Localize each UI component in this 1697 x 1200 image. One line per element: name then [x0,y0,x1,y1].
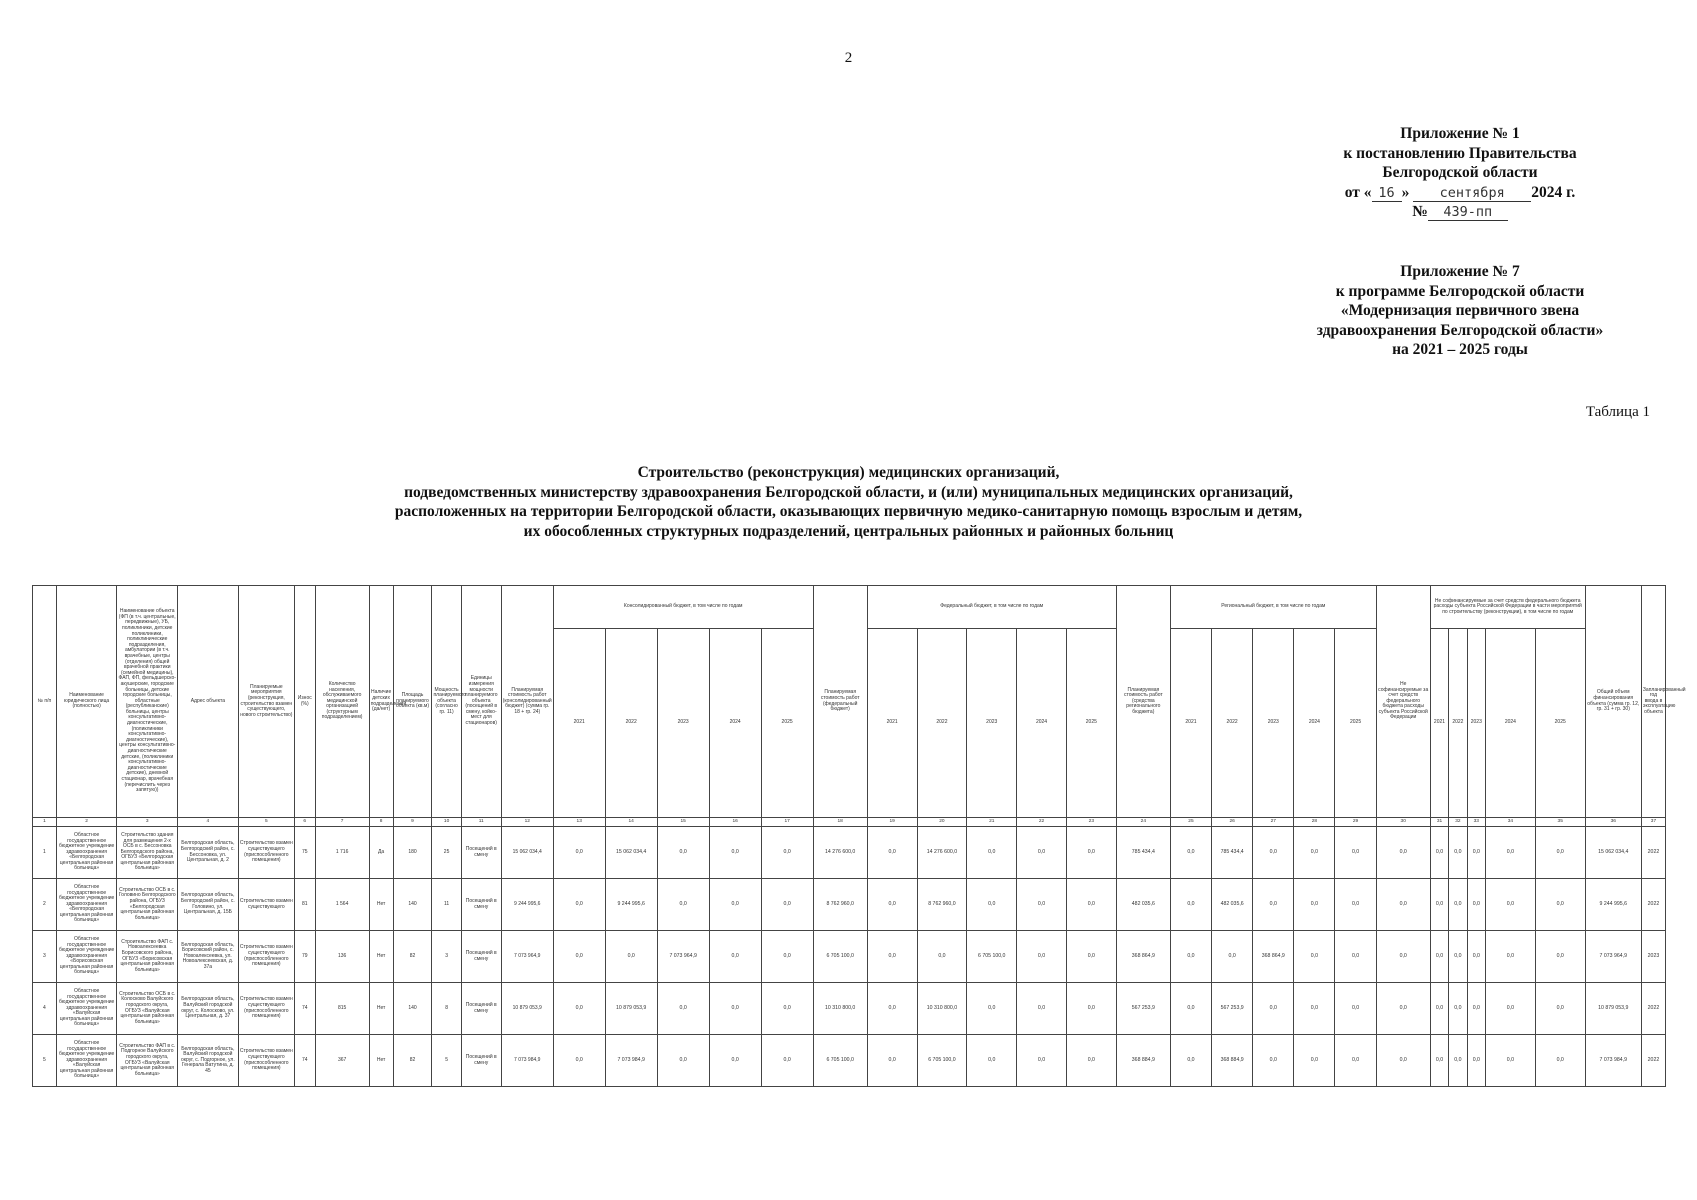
nf-year-value: 0,0 [1535,931,1585,983]
object-name: Строительство ОСБ в с. Колосково Валуйского городского округа, ОГБУЗ «Валуйская центральная районная больница» [117,983,178,1035]
population: 136 [315,931,369,983]
column-number-cell: 7 [315,818,369,827]
column-number-cell: 35 [1535,818,1585,827]
children-units: Нет [369,1035,393,1087]
reg-total: 482 035,6 [1116,879,1170,931]
column-number-cell: 23 [1066,818,1116,827]
object-address: Белгородская область, Борисовский район, с. Новоалексеевка, ул. Новоалексеевская, д. 37а [178,931,239,983]
fed-total: 10 310 800,0 [813,983,867,1035]
column-number-cell: 17 [761,818,813,827]
reg-year-value: 0,0 [1294,931,1335,983]
nf-year-value: 0,0 [1467,931,1485,983]
nf-year-value: 0,0 [1467,983,1485,1035]
wear-percent: 79 [294,931,315,983]
column-number-cell: 8 [369,818,393,827]
fed-year-value: 6 705 100,0 [967,931,1017,983]
reg-year-value: 0,0 [1170,879,1211,931]
reg-year-value: 0,0 [1294,1035,1335,1087]
area: 180 [393,827,432,879]
fed-total: 14 276 600,0 [813,827,867,879]
header-children: Наличие детских подразделений (да/нет) [369,586,393,818]
org-name: Областное государственное бюджетное учреждение здравоохранения «Валуйская центральная районная больница» [56,983,117,1035]
children-units: Нет [369,931,393,983]
column-number-cell: 18 [813,818,867,827]
title-line-1: Строительство (реконструкция) медицинских организаций, [637,464,1060,481]
nf-year-value: 0,0 [1430,879,1448,931]
cons-year-value: 0,0 [553,879,605,931]
reg-year-value: 785 434,4 [1212,827,1253,879]
column-number-cell: 24 [1116,818,1170,827]
column-number-cell: 13 [553,818,605,827]
column-number-cell: 32 [1449,818,1467,827]
row-number: 3 [33,931,57,983]
column-number-cell: 26 [1212,818,1253,827]
commission-year: 2023 [1641,931,1665,983]
cons-year-value: 0,0 [761,879,813,931]
reg-year-value: 0,0 [1253,983,1294,1035]
reg-year-value: 0,0 [1170,1035,1211,1087]
row-number: 2 [33,879,57,931]
title-line-2: подведомственных министерству здравоохранения Белгородской области, и (или) муниципальных медицинских организаций, [404,483,1293,501]
commission-year: 2022 [1641,983,1665,1035]
planned-measure: Строительство взамен существующего [238,879,294,931]
nf-year-value: 0,0 [1535,983,1585,1035]
cons-year-value: 0,0 [761,983,813,1035]
title-line-4: их обособленных структурных подразделений, центральных районных и районных больниц [523,522,1174,540]
fed-year-value: 8 762 960,0 [917,879,967,931]
population: 1 564 [315,879,369,931]
header-year-cell: 2022 [917,629,967,818]
nf-year-value: 0,0 [1486,931,1536,983]
wear-percent: 81 [294,879,315,931]
reg-year-value: 0,0 [1335,879,1376,931]
title-line-3: расположенных на территории Белгородской области, оказывающих первичную медико-санитарную помощь взрослым и детям, [394,503,1303,520]
date-prefix: от « [1344,183,1372,201]
header-org: Наименование юридического лица (полностью) [56,586,117,818]
nf-year-value: 0,0 [1449,931,1467,983]
reg-year-value: 0,0 [1294,827,1335,879]
column-number-cell: 30 [1376,818,1430,827]
cons-year-value: 9 244 995,6 [605,879,657,931]
cons-year-value: 7 073 984,9 [605,1035,657,1087]
object-address: Белгородская область, Валуйский городской округ, с. Подгорное, ул. Генерала Ватутина, д. 45 [178,1035,239,1087]
capacity-unit: Посещений в смену [461,931,501,983]
construction-table [32,585,1686,1087]
cons-year-value: 0,0 [709,879,761,931]
row-number: 5 [33,1035,57,1087]
header-year: Запланированный год ввода в эксплуатацию объекта [1641,586,1665,818]
fed-year-value: 0,0 [967,1035,1017,1087]
column-number-cell: 15 [657,818,709,827]
column-number-cell: 5 [238,818,294,827]
table-row [33,827,1666,879]
reg-year-value: 0,0 [1212,931,1253,983]
header-nf-total: Не софинансируемые за счет средств федерального бюджета расходы субъекта Российской Федерации [1376,586,1430,818]
capacity-unit: Посещений в смену [461,827,501,879]
table-label: Таблица 1 [1585,404,1650,420]
fed-year-value: 0,0 [1017,827,1067,879]
fed-year-value: 0,0 [867,879,917,931]
document-title [200,463,1497,541]
header-year-cell: 2022 [1449,629,1467,818]
reg-year-value: 0,0 [1253,1035,1294,1087]
number-prefix: № [1412,203,1428,220]
object-name: Строительство здания для размещения 2-х ОСБ в с. Бессоновка Белгородского района, ОГБУЗ «Белгородская центральная районная больница» [117,827,178,879]
header-year-cell: 2025 [1535,629,1585,818]
wear-percent: 74 [294,1035,315,1087]
appendix-1-line2: к постановлению Правительства [1343,144,1577,162]
header-group-federal: Федеральный бюджет, в том числе по годам [867,586,1116,629]
cons-year-value: 0,0 [761,827,813,879]
fed-year-value: 0,0 [867,983,917,1035]
nf-year-value: 0,0 [1430,983,1448,1035]
fed-year-value: 0,0 [1066,931,1116,983]
org-name: Областное государственное бюджетное учреждение здравоохранения «Валуйская центральная районная больница» [56,1035,117,1087]
nf-year-value: 0,0 [1430,827,1448,879]
object-name: Строительство ОСБ в с. Головино Белгородского района, ОГБУЗ «Белгородская центральная районная больница» [117,879,178,931]
object-address: Белгородская область, Белгородский район, с. Головино, ул. Центральная, д. 15Б [178,879,239,931]
reg-total: 567 253,9 [1116,983,1170,1035]
planned-measure: Строительство взамен существующего (приспособленного помещения) [238,983,294,1035]
column-number-cell: 4 [178,818,239,827]
appendix-7-line3: «Модернизация первичного звена [1340,302,1580,319]
header-population: Количество населения, обслуживаемого медицинской организацией (структурным подразделением) [315,586,369,818]
fed-year-value: 0,0 [917,931,967,983]
column-number-cell: 29 [1335,818,1376,827]
column-number-cell: 22 [1017,818,1067,827]
column-number-cell: 36 [1585,818,1641,827]
reg-year-value: 482 035,6 [1212,879,1253,931]
nf-year-value: 0,0 [1535,827,1585,879]
cons-year-value: 0,0 [553,1035,605,1087]
nf-year-value: 0,0 [1449,983,1467,1035]
cons-year-value: 0,0 [709,983,761,1035]
header-object: Наименование объекта (ФП (в т.ч. центральные, передвижные), УБ, поликлиники, детские поликлиники, поликлинические подразделения, амбулатории (в т.ч. врачебные, центры (отделения) общей врачебной практики (семейной медицины), ФАП, ФП, фельдшерско-акушерские, городские больницы, детские городские больницы, областные (республиканские) больницы, центры консультативно-диагностические, (поликлиники консультативно-диагностические), центры консультативно-диагностические детские, (поликлиники консультативно-диагностические детские), дневной стационар, врачебная (перечислить через запятую)) [117,586,178,818]
reg-year-value: 0,0 [1335,1035,1376,1087]
capacity: 11 [432,879,461,931]
nf-year-value: 0,0 [1486,983,1536,1035]
column-number-cell: 1 [33,818,57,827]
nf-year-value: 0,0 [1486,879,1536,931]
appendix-7-line4: здравоохранения Белгородской области» [1316,321,1604,339]
fed-year-value: 0,0 [1017,931,1067,983]
header-year-cell: 2023 [1467,629,1485,818]
column-number-cell: 19 [867,818,917,827]
object-address: Белгородская область, Белгородский район, с. Бессоновка, ул. Центральная, д. 2 [178,827,239,879]
nf-year-value: 0,0 [1449,827,1467,879]
header-year-cell: 2025 [1335,629,1376,818]
header-area: Площадь планируемого объекта (кв.м) [393,586,432,818]
object-name: Строительство ФАП в с. Подгорное Валуйского городского округа, ОГБУЗ «Валуйская центральная районная больница» [117,1035,178,1087]
nf-year-value: 0,0 [1449,879,1467,931]
reg-total: 368 864,9 [1116,931,1170,983]
cons-year-value: 0,0 [709,1035,761,1087]
table-row [33,931,1666,983]
header-year-cell: 2022 [605,629,657,818]
reg-year-value: 0,0 [1335,827,1376,879]
column-number-cell: 34 [1486,818,1536,827]
fed-year-value: 0,0 [967,827,1017,879]
nf-year-value: 0,0 [1430,931,1448,983]
overall-total: 7 073 964,9 [1585,931,1641,983]
nf-year-value: 0,0 [1467,879,1485,931]
header-year-cell: 2024 [1486,629,1536,818]
reg-year-value: 0,0 [1335,983,1376,1035]
capacity: 5 [432,1035,461,1087]
reg-year-value: 0,0 [1294,983,1335,1035]
cons-total: 10 879 053,9 [501,983,553,1035]
header-year-cell: 2023 [967,629,1017,818]
header-year-cell: 2024 [1294,629,1335,818]
reg-year-value: 368 864,9 [1253,931,1294,983]
header-overall: Общий объем финансирования объекта (сумма гр. 12, гр. 31 + гр. 30) [1585,586,1641,818]
wear-percent: 75 [294,827,315,879]
area: 82 [393,931,432,983]
column-numbers-row [33,818,1666,827]
cons-year-value: 7 073 964,9 [657,931,709,983]
appendix-7-title: Приложение № 7 [1400,263,1520,280]
header-year-cell: 2022 [1212,629,1253,818]
capacity-unit: Посещений в смену [461,879,501,931]
header-fed-total: Планируемая стоимость работ (федеральный бюджет) [813,586,867,818]
header-year-cell: 2021 [553,629,605,818]
header-year-cell: 2023 [657,629,709,818]
cons-year-value: 0,0 [605,931,657,983]
column-number-cell: 27 [1253,818,1294,827]
column-number-cell: 37 [1641,818,1665,827]
cons-total: 7 073 964,9 [501,931,553,983]
nf-year-value: 0,0 [1486,1035,1536,1087]
area: 82 [393,1035,432,1087]
cons-year-value: 0,0 [709,931,761,983]
column-number-cell: 3 [117,818,178,827]
table-container [32,585,1686,1109]
cons-year-value: 0,0 [761,1035,813,1087]
planned-measure: Строительство взамен существующего (приспособленного помещения) [238,1035,294,1087]
appendix-7-block [1288,262,1632,360]
page-number: 2 [844,50,853,66]
cons-year-value: 15 062 034,4 [605,827,657,879]
header-reg-total: Планируемая стоимость работ (средства регионального бюджета) [1116,586,1170,818]
planned-measure: Строительство взамен существующего (приспособленного помещения) [238,931,294,983]
fed-year-value: 0,0 [1017,983,1067,1035]
capacity: 3 [432,931,461,983]
commission-year: 2022 [1641,1035,1665,1087]
cons-year-value: 0,0 [657,827,709,879]
capacity-unit: Посещений в смену [461,1035,501,1087]
reg-year-value: 0,0 [1170,983,1211,1035]
fed-year-value: 0,0 [867,1035,917,1087]
header-cons-total: Планируемая стоимость работ (консолидированный бюджет) (сумма гр. 18 + гр. 24) [501,586,553,818]
appendix-7-line2: к программе Белгородской области [1335,282,1585,300]
commission-year: 2022 [1641,827,1665,879]
table-row [33,1035,1666,1087]
fed-year-value: 0,0 [1017,1035,1067,1087]
date-day: 16 [1372,185,1402,202]
nf-total: 0,0 [1376,1035,1430,1087]
cons-total: 9 244 995,6 [501,879,553,931]
table-row [33,983,1666,1035]
column-number-cell: 16 [709,818,761,827]
nf-year-value: 0,0 [1535,879,1585,931]
header-year-cell: 2024 [709,629,761,818]
column-number-cell: 28 [1294,818,1335,827]
cons-year-value: 10 879 053,9 [605,983,657,1035]
area: 140 [393,879,432,931]
nf-year-value: 0,0 [1467,827,1485,879]
cons-year-value: 0,0 [709,827,761,879]
column-number-cell: 21 [967,818,1017,827]
header-capacity: Мощность планируемого объекта (согласно гр. 11) [432,586,461,818]
header-group-consolidated: Консолидированный бюджет, в том числе по годам [553,586,813,629]
fed-year-value: 0,0 [1017,879,1067,931]
fed-total: 8 762 960,0 [813,879,867,931]
cons-year-value: 0,0 [657,983,709,1035]
capacity-unit: Посещений в смену [461,983,501,1035]
children-units: Нет [369,879,393,931]
column-number-cell: 14 [605,818,657,827]
appendix-1-title: Приложение № 1 [1400,125,1520,142]
overall-total: 10 879 053,9 [1585,983,1641,1035]
column-number-cell: 9 [393,818,432,827]
population: 1 716 [315,827,369,879]
fed-year-value: 0,0 [1066,827,1116,879]
children-units: Да [369,827,393,879]
header-year-cell: 2023 [1253,629,1294,818]
org-name: Областное государственное бюджетное учреждение здравоохранения «Борисовская центральная районная больница» [56,931,117,983]
appendix-1-line3: Белгородской области [1382,164,1538,181]
nf-year-value: 0,0 [1535,1035,1585,1087]
planned-measure: Строительство взамен существующего (приспособленного помещения) [238,827,294,879]
overall-total: 7 073 984,9 [1585,1035,1641,1087]
nf-total: 0,0 [1376,983,1430,1035]
reg-year-value: 368 884,9 [1212,1035,1253,1087]
appendix-7-line5: на 2021 – 2025 годы [1392,341,1528,358]
cons-year-value: 0,0 [657,879,709,931]
area: 140 [393,983,432,1035]
header-group-cofinanced: Не софинансируемые за счет средств федерального бюджета расходы субъекта Российской Федерации в части мероприятий по строительству (реконструкции), в том числе по годам [1430,586,1585,629]
fed-year-value: 0,0 [1066,983,1116,1035]
date-month: сентября [1413,185,1531,202]
wear-percent: 74 [294,983,315,1035]
fed-year-value: 0,0 [967,879,1017,931]
population: 367 [315,1035,369,1087]
nf-year-value: 0,0 [1486,827,1536,879]
column-number-cell: 33 [1467,818,1485,827]
header-num: № п/п [33,586,57,818]
reg-year-value: 0,0 [1170,931,1211,983]
reg-year-value: 0,0 [1253,827,1294,879]
cons-year-value: 0,0 [553,931,605,983]
overall-total: 15 062 034,4 [1585,827,1641,879]
object-address: Белгородская область, Валуйский городской округ, с. Колосково, ул. Центральная, д. 37 [178,983,239,1035]
nf-total: 0,0 [1376,827,1430,879]
cons-total: 7 073 984,9 [501,1035,553,1087]
fed-year-value: 10 310 800,0 [917,983,967,1035]
fed-year-value: 0,0 [967,983,1017,1035]
cons-total: 15 062 034,4 [501,827,553,879]
header-year-cell: 2025 [1066,629,1116,818]
children-units: Нет [369,983,393,1035]
header-row-groups [33,586,1666,629]
cons-year-value: 0,0 [657,1035,709,1087]
reg-year-value: 0,0 [1170,827,1211,879]
reg-year-value: 567 253,9 [1212,983,1253,1035]
header-year-cell: 2021 [1170,629,1211,818]
column-number-cell: 25 [1170,818,1211,827]
header-unit: Единицы измерения мощности планируемого объекта (посещений в смену, койко-мест для стационаров) [461,586,501,818]
org-name: Областное государственное бюджетное учреждение здравоохранения «Белгородская центральная районная больница» [56,827,117,879]
fed-year-value: 6 705 100,0 [917,1035,967,1087]
column-number-cell: 11 [461,818,501,827]
column-number-cell: 6 [294,818,315,827]
fed-year-value: 14 276 600,0 [917,827,967,879]
column-number-cell: 31 [1430,818,1448,827]
date-year: 2024 г. [1531,183,1576,201]
reg-year-value: 0,0 [1294,879,1335,931]
reg-total: 368 884,9 [1116,1035,1170,1087]
cons-year-value: 0,0 [553,983,605,1035]
fed-year-value: 0,0 [1066,1035,1116,1087]
header-year-cell: 2021 [1430,629,1448,818]
capacity: 25 [432,827,461,879]
table-body [33,586,1686,1087]
column-number-cell: 20 [917,818,967,827]
row-number: 1 [33,827,57,879]
appendix-1-number-line [1300,202,1620,222]
nf-total: 0,0 [1376,879,1430,931]
column-number-cell: 12 [501,818,553,827]
header-year-cell: 2024 [1017,629,1067,818]
fed-year-value: 0,0 [1066,879,1116,931]
column-number-cell: 10 [432,818,461,827]
population: 815 [315,983,369,1035]
appendix-1-date-line [1300,183,1620,203]
header-wear: Износ (%) [294,586,315,818]
cons-year-value: 0,0 [553,827,605,879]
overall-total: 9 244 995,6 [1585,879,1641,931]
reg-year-value: 0,0 [1253,879,1294,931]
table-row [33,879,1666,931]
fed-total: 6 705 100,0 [813,1035,867,1087]
date-mid: » [1401,183,1410,201]
header-year-cell: 2021 [867,629,917,818]
object-name: Строительство ФАП с. Новоалексеевка Борисовского района, ОГБУЗ «Борисовская центральная районная больница» [117,931,178,983]
org-name: Областное государственное бюджетное учреждение здравоохранения «Белгородская центральная районная больница» [56,879,117,931]
header-measures: Планируемые мероприятия (реконструкция, строительство взамен существующего, нового строительство) [238,586,294,818]
fed-year-value: 0,0 [867,931,917,983]
reg-total: 785 434,4 [1116,827,1170,879]
appendix-1-block [1300,124,1620,222]
header-year-cell: 2025 [761,629,813,818]
header-address: Адрес объекта [178,586,239,818]
nf-total: 0,0 [1376,931,1430,983]
nf-year-value: 0,0 [1449,1035,1467,1087]
column-number-cell: 2 [56,818,117,827]
nf-year-value: 0,0 [1467,1035,1485,1087]
capacity: 8 [432,983,461,1035]
row-number: 4 [33,983,57,1035]
fed-total: 6 705 100,0 [813,931,867,983]
reg-year-value: 0,0 [1335,931,1376,983]
cons-year-value: 0,0 [761,931,813,983]
commission-year: 2022 [1641,879,1665,931]
fed-year-value: 0,0 [867,827,917,879]
header-group-regional: Региональный бюджет, в том числе по годам [1170,586,1376,629]
nf-year-value: 0,0 [1430,1035,1448,1087]
document-number: 439-пп [1428,204,1508,221]
